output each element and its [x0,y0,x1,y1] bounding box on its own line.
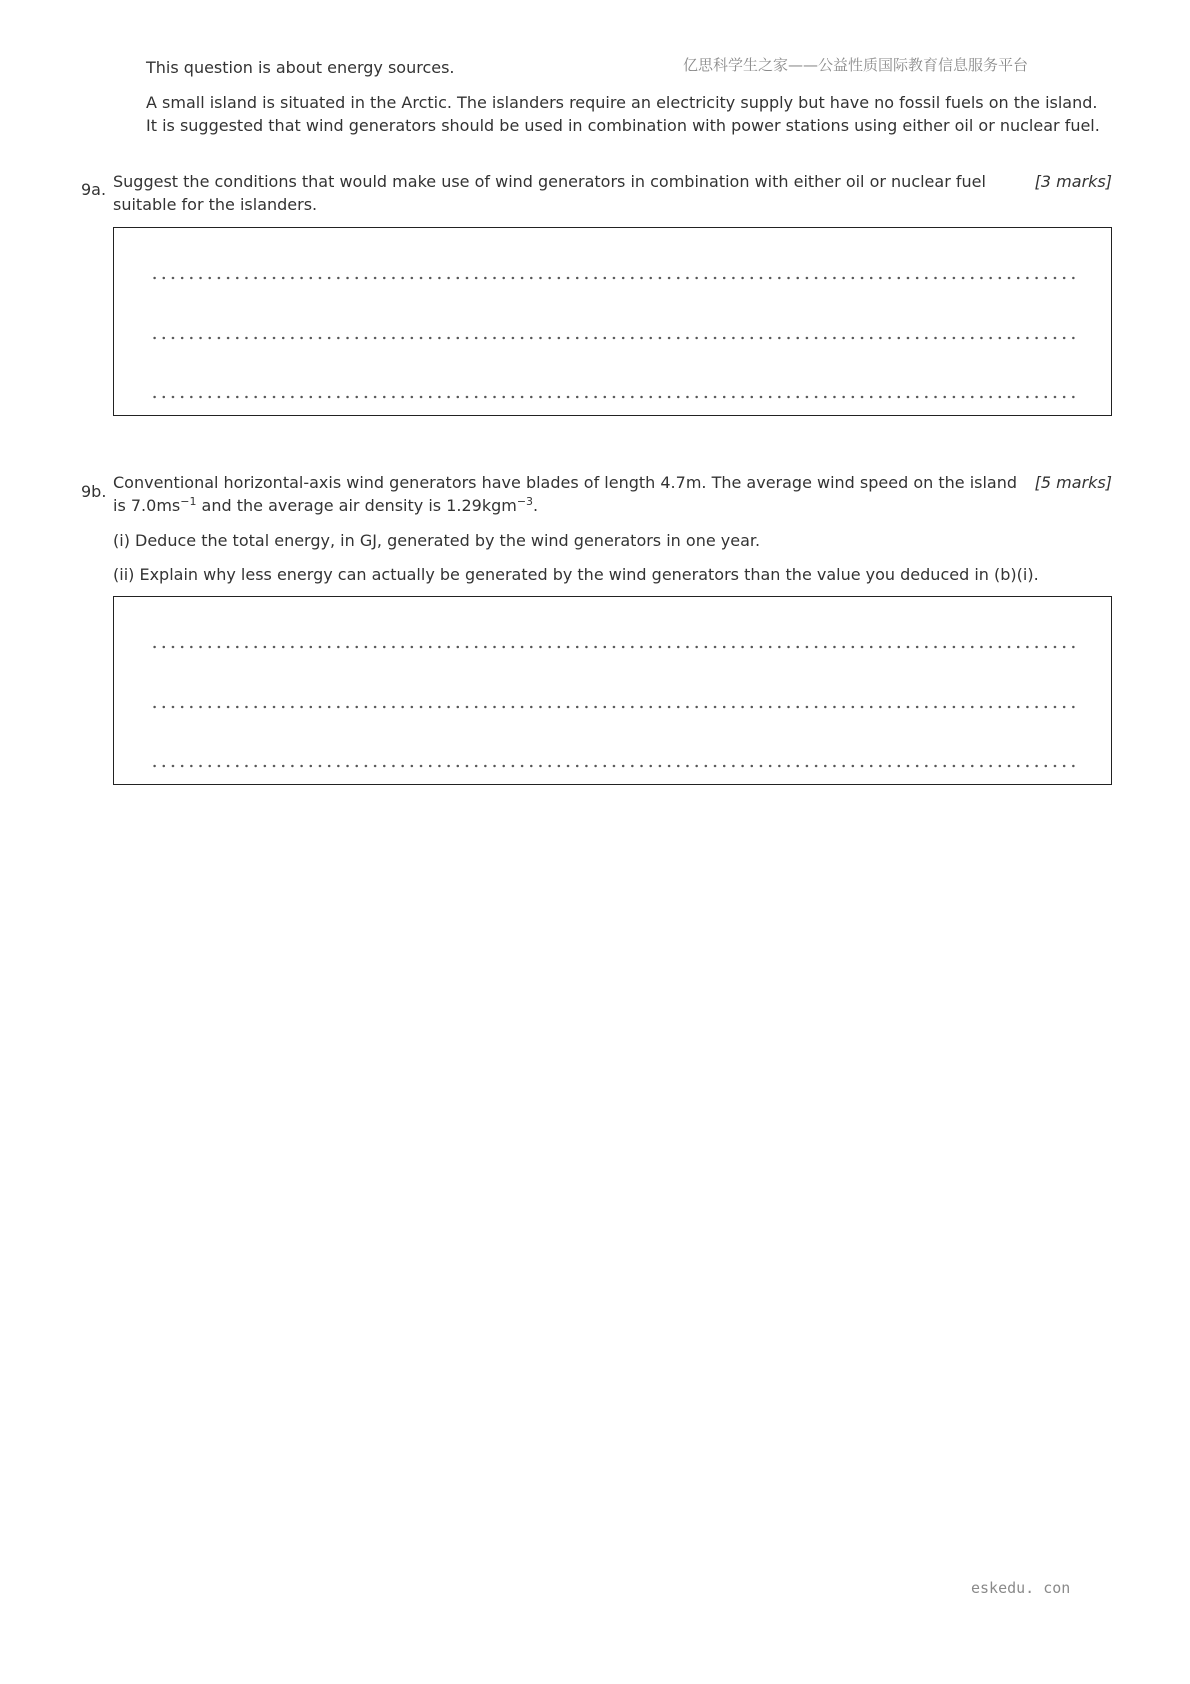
answer-box-9b[interactable] [113,596,1112,785]
superscript-exponent: −1 [180,495,197,508]
answer-line [150,336,1075,340]
question-9b-text-line-2 [113,494,538,517]
question-9b-part-i: (i) Deduce the total energy, in GJ, generated by the wind generators in one year. [113,531,761,550]
answer-line [150,705,1075,709]
question-9b-part-ii: (ii) Explain why less energy can actually be generated by the wind generators than the value you deduced in (b)(i). [113,565,1039,584]
intro-line-2: A small island is situated in the Arctic. The islanders require an electricity supply but have no fossil fuels on the island. [146,93,1098,112]
question-9b-text-line-1: Conventional horizontal-axis wind generators have blades of length 4.7m. The average wind speed on the island [113,473,1018,492]
answer-box-9a[interactable] [113,227,1112,416]
air-density-text: and the average air density is 1.29kgm [196,496,517,515]
question-9b-marks: [5 marks] [1034,473,1112,492]
answer-line [150,276,1075,280]
question-number-9b: 9b. [81,482,107,501]
question-number-9a: 9a. [81,180,107,199]
wind-speed-text: is 7.0ms [113,496,181,515]
watermark-text: 亿思科学生之家——公益性质国际教育信息服务平台 [683,56,1029,74]
question-9a-marks: [3 marks] [1034,172,1112,191]
intro-line-3: It is suggested that wind generators should be used in combination with power stations using either oil or nuclear fuel. [146,116,1100,135]
sentence-end: . [533,496,539,515]
answer-line [150,395,1075,399]
footer-site-text: eskedu. con [971,1579,1071,1597]
intro-line-1: This question is about energy sources. [146,58,455,77]
superscript-exponent: −3 [516,495,534,508]
answer-line [150,645,1075,649]
question-9a-text-line-2: suitable for the islanders. [113,195,318,214]
answer-line [150,764,1075,768]
question-9a-text-line-1: Suggest the conditions that would make use of wind generators in combination with either oil or nuclear fuel [113,172,986,191]
